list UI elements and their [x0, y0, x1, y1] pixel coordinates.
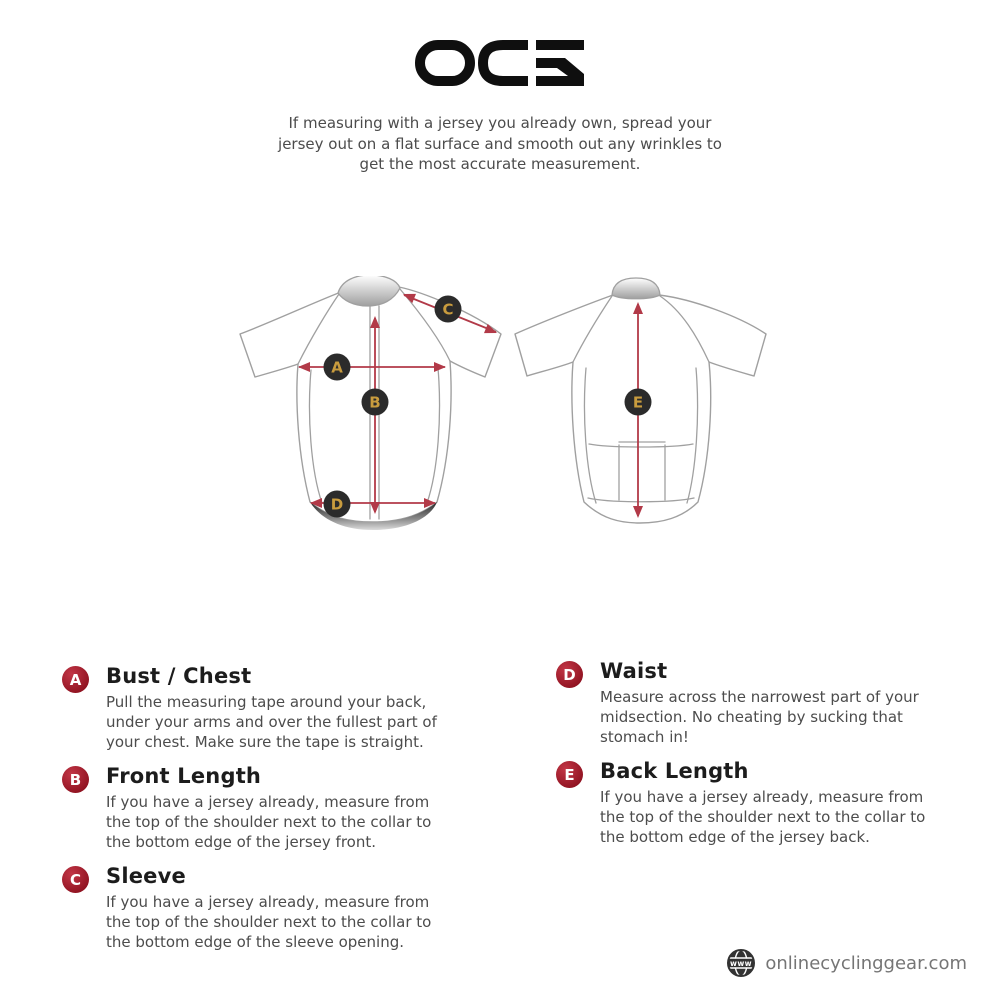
section-title-waist: Waist	[600, 659, 668, 683]
section-title-sleeve: Sleeve	[106, 864, 186, 888]
badge-e: E	[556, 761, 583, 788]
section-title-bust-chest: Bust / Chest	[106, 664, 252, 688]
site-footer	[726, 948, 967, 978]
marker-c-label: C	[442, 300, 454, 319]
section-desc-line: under your arms and over the fullest part of	[106, 713, 437, 731]
front-jersey-diagram	[237, 276, 507, 540]
section-desc-line: your chest. Make sure the tape is straight.	[106, 733, 424, 751]
ocg-logo	[415, 34, 585, 92]
section-desc-line: Pull the measuring tape around your back,	[106, 693, 427, 711]
intro-text	[0, 113, 1000, 175]
section-title-back-length: Back Length	[600, 759, 749, 783]
back-markers	[625, 389, 652, 416]
measurement-column-left	[62, 664, 502, 964]
section-desc-line: the bottom edge of the jersey back.	[600, 828, 870, 846]
measurement-section-b	[62, 764, 502, 852]
marker-b-label: B	[369, 393, 381, 412]
measurement-column-right	[556, 659, 996, 859]
marker-e-label: E	[632, 393, 644, 412]
logo-letter-g	[536, 40, 584, 86]
section-desc-line: If you have a jersey already, measure from	[600, 788, 924, 806]
intro-line: If measuring with a jersey you already own, spread your	[288, 114, 712, 132]
measurement-section-e	[556, 759, 996, 847]
globe-www-text: www	[730, 958, 753, 968]
section-desc-line: stomach in!	[600, 728, 689, 746]
intro-line: get the most accurate measurement.	[359, 155, 641, 173]
badge-a: A	[62, 666, 89, 693]
badge-b: B	[62, 766, 89, 793]
section-desc-line: the top of the shoulder next to the collar to	[600, 808, 926, 826]
section-desc-line: If you have a jersey already, measure from	[106, 893, 430, 911]
section-desc-line: the top of the shoulder next to the collar to	[106, 813, 432, 831]
measurement-section-d	[556, 659, 996, 747]
section-desc-line: the bottom edge of the sleeve opening.	[106, 933, 404, 951]
badge-c: C	[62, 866, 89, 893]
logo-letter-o	[420, 45, 470, 81]
section-title-front-length: Front Length	[106, 764, 262, 788]
www-globe-icon	[726, 948, 756, 978]
logo-letter-c	[483, 45, 528, 81]
back-collar	[612, 278, 660, 299]
site-url-text: onlinecyclinggear.com	[765, 952, 967, 974]
measurement-section-c	[62, 864, 502, 952]
marker-d-label: D	[330, 495, 344, 514]
section-desc-line: midsection. No cheating by sucking that	[600, 708, 903, 726]
back-jersey-diagram	[510, 276, 780, 540]
section-desc-line: the bottom edge of the jersey front.	[106, 833, 376, 851]
marker-a-label: A	[331, 358, 343, 377]
section-desc-line: the top of the shoulder next to the collar to	[106, 913, 432, 931]
intro-line: jersey out on a flat surface and smooth out any wrinkles to	[278, 134, 722, 153]
section-desc-line: Measure across the narrowest part of your	[600, 688, 919, 706]
badge-d: D	[556, 661, 583, 688]
measurement-section-a	[62, 664, 502, 752]
section-desc-line: If you have a jersey already, measure from	[106, 793, 430, 811]
logo-letters	[420, 40, 584, 86]
